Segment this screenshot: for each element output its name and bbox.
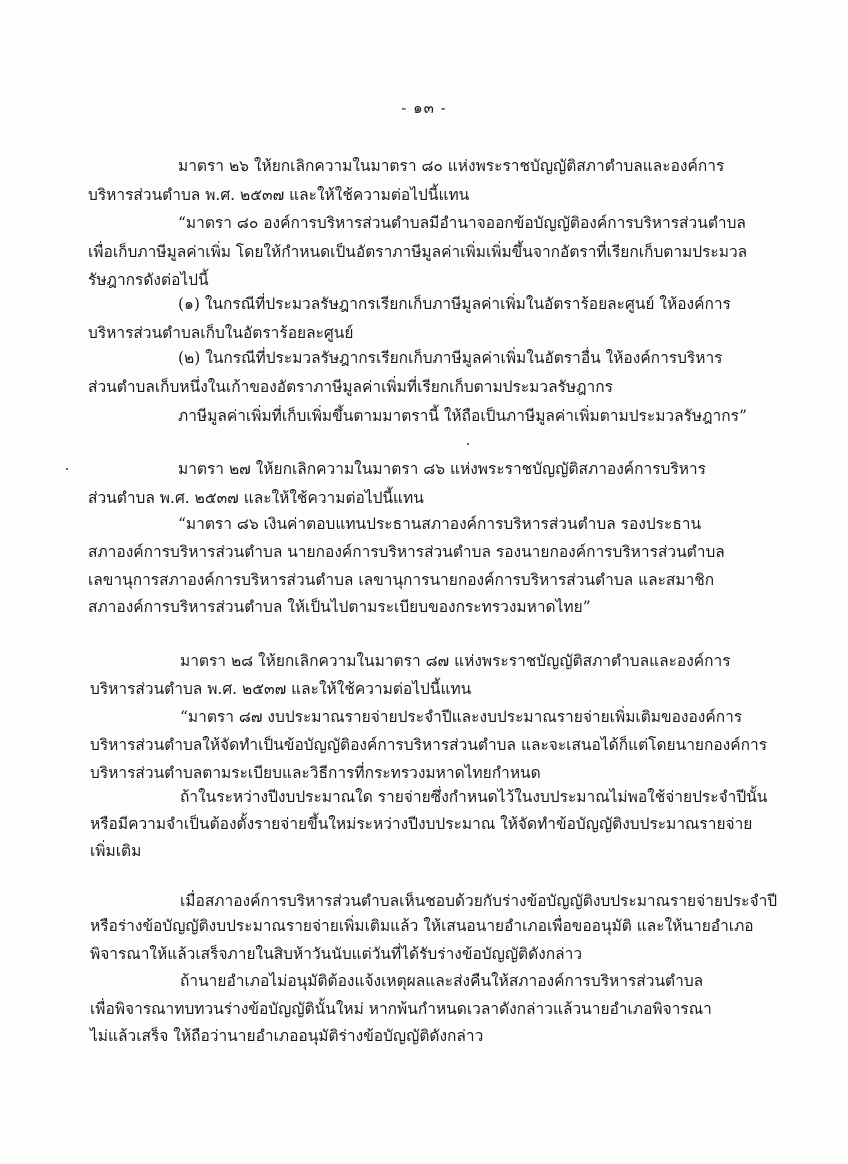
text-line: หรือร่างข้อบัญญัติงบประมาณรายจ่ายเพิ่มเติมแล้ว ให้เสนอนายอำเภอเพื่อขออนุมัติ และให้นายอำเภอ — [90, 917, 754, 935]
text-line: “มาตรา ๘๐ องค์การบริหารส่วนตำบลมีอำนาจออกข้อบัญญัติองค์การบริหารส่วนตำบล — [178, 214, 746, 232]
text-line: “มาตรา ๘๗ งบประมาณรายจ่ายประจำปีและงบประมาณรายจ่ายเพิ่มเติมขององค์การ — [180, 708, 743, 726]
text-line: เพื่อเก็บภาษีมูลค่าเพิ่ม โดยให้กำหนดเป็นอัตราภาษีมูลค่าเพิ่มเพิ่มขึ้นจากอัตราที่เรียกเก็บตามประมวล — [88, 243, 748, 261]
text-line: บริหารส่วนตำบล พ.ศ. ๒๕๓๗ และให้ใช้ความต่อไปนี้แทน — [88, 186, 470, 204]
page-number: - ๑๓ - — [401, 99, 447, 117]
scan-speck — [467, 443, 469, 445]
text-line: พิจารณาให้แล้วเสร็จภายในสิบห้าวันนับแต่วันที่ได้รับร่างข้อบัญญัติดังกล่าว — [90, 945, 583, 963]
text-line: สภาองค์การบริหารส่วนตำบล ให้เป็นไปตามระเบียบของกระทรวงมหาดไทย” — [88, 598, 591, 616]
text-line: ส่วนตำบล พ.ศ. ๒๕๓๗ และให้ใช้ความต่อไปนี้แทน — [88, 489, 424, 507]
text-line: เมื่อสภาองค์การบริหารส่วนตำบลเห็นชอบด้วยกับร่างข้อบัญญัติงบประมาณรายจ่ายประจำปี — [180, 892, 778, 910]
text-line: บริหารส่วนตำบลเก็บในอัตราร้อยละศูนย์ — [88, 324, 354, 342]
text-line: (๑) ในกรณีที่ประมวลรัษฎากรเรียกเก็บภาษีมูลค่าเพิ่มในอัตราร้อยละศูนย์ ให้องค์การ — [178, 295, 731, 313]
text-line: ภาษีมูลค่าเพิ่มที่เก็บเพิ่มขึ้นตามมาตรานี้ ให้ถือเป็นภาษีมูลค่าเพิ่มตามประมวลรัษฎากร” — [178, 407, 747, 425]
text-line: หรือมีความจำเป็นต้องตั้งรายจ่ายขึ้นใหม่ระหว่างปีงบประมาณ ให้จัดทำข้อบัญญัติงบประมาณรายจ่าย — [90, 815, 753, 833]
text-line: “มาตรา ๘๖ เงินค่าตอบแทนประธานสภาองค์การบริหารส่วนตำบล รองประธาน — [178, 515, 702, 533]
text-line: เลขานุการสภาองค์การบริหารส่วนตำบล เลขานุการนายกองค์การบริหารส่วนตำบล และสมาชิก — [88, 571, 715, 589]
text-line: ส่วนตำบลเก็บหนึ่งในเก้าของอัตราภาษีมูลค่าเพิ่มที่เรียกเก็บตามประมวลรัษฎากร — [88, 378, 613, 396]
text-line: สภาองค์การบริหารส่วนตำบล นายกองค์การบริหารส่วนตำบล รองนายกองค์การบริหารส่วนตำบล — [88, 543, 725, 561]
text-line: เพื่อพิจารณาทบทวนร่างข้อบัญญัตินั้นใหม่ หากพ้นกำหนดเวลาดังกล่าวแล้วนายอำเภอพิจารณา — [90, 1000, 712, 1018]
section-27-heading: มาตรา ๒๗ ให้ยกเลิกความในมาตรา ๘๖ แห่งพระราชบัญญัติสภาองค์การบริหาร — [178, 460, 706, 478]
text-line: บริหารส่วนตำบลตามระเบียบและวิธีการที่กระทรวงมหาดไทยกำหนด — [90, 764, 541, 782]
text-line: บริหารส่วนตำบลให้จัดทำเป็นข้อบัญญัติองค์การบริหารส่วนตำบล และจะเสนอได้ก็แต่โดยนายกองค์การ — [90, 736, 768, 754]
text-line: รัษฎากรดังต่อไปนี้ — [88, 271, 209, 289]
text-line: เพิ่มเติม — [90, 842, 142, 860]
section-28-heading: มาตรา ๒๘ ให้ยกเลิกความในมาตรา ๘๗ แห่งพระราชบัญญัติสภาตำบลและองค์การ — [180, 652, 731, 670]
text-line: ถ้าในระหว่างปีงบประมาณใด รายจ่ายซึ่งกำหนดไว้ในงบประมาณไม่พอใช้จ่ายประจำปีนั้น — [180, 788, 768, 806]
section-26-heading: มาตรา ๒๖ ให้ยกเลิกความในมาตรา ๘๐ แห่งพระราชบัญญัติสภาตำบลและองค์การ — [178, 157, 725, 175]
text-line: ถ้านายอำเภอไม่อนุมัติต้องแจ้งเหตุผลและส่งคืนให้สภาองค์การบริหารส่วนตำบล — [180, 972, 704, 990]
text-line: ไม่แล้วเสร็จ ให้ถือว่านายอำเภออนุมัติร่างข้อบัญญัติดังกล่าว — [90, 1027, 484, 1045]
text-line: บริหารส่วนตำบล พ.ศ. ๒๕๓๗ และให้ใช้ความต่อไปนี้แทน — [90, 680, 472, 698]
scan-speck — [66, 468, 68, 470]
text-line: (๒) ในกรณีที่ประมวลรัษฎากรเรียกเก็บภาษีมูลค่าเพิ่มในอัตราอื่น ให้องค์การบริหาร — [178, 349, 723, 367]
